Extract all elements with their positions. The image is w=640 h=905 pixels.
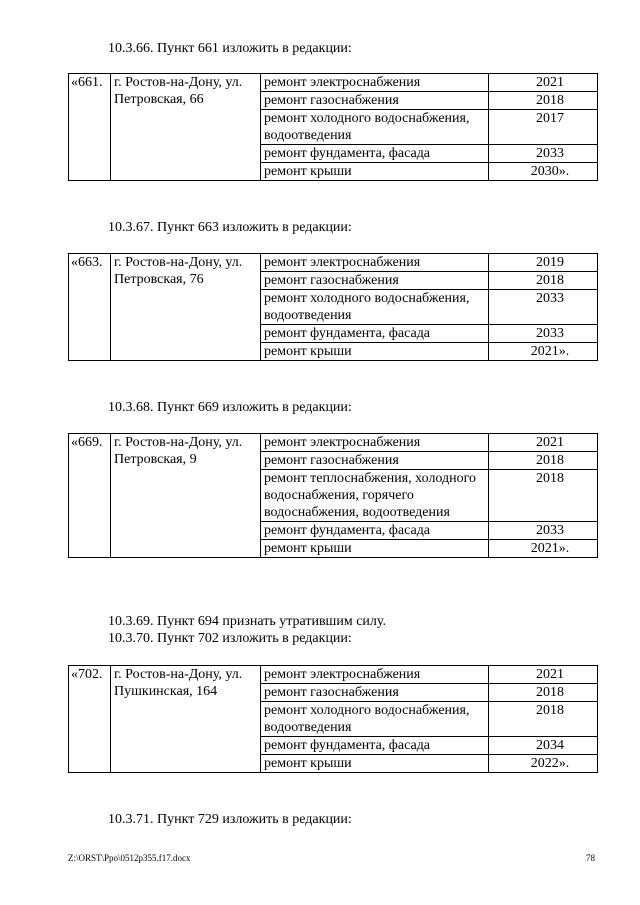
item-address: г. Ростов-на-Дону, ул. Петровская, 66 [111,74,261,181]
work-type: ремонт электроснабжения [261,254,489,272]
paragraph-10-3-66: 10.3.66. Пункт 661 изложить в редакции: [108,41,352,56]
work-year: 2033 [489,522,598,540]
work-type: ремонт крыши [261,163,489,181]
table-item-669 [68,433,598,558]
work-year: 2033 [489,325,598,343]
work-type: ремонт газоснабжения [261,684,489,702]
table-row [69,74,598,92]
work-type: ремонт холодного водоснабжения, водоотведения [261,702,489,737]
item-address: г. Ростов-на-Дону, ул. Пушкинская, 164 [111,666,261,773]
table-item-661 [68,73,598,181]
work-type: ремонт газоснабжения [261,272,489,290]
table-row [69,666,598,684]
paragraph-10-3-68: 10.3.68. Пункт 669 изложить в редакции: [108,400,352,415]
footer-page-number: 78 [586,853,595,863]
paragraph-10-3-67: 10.3.67. Пункт 663 изложить в редакции: [108,220,352,235]
work-year: 2034 [489,737,598,755]
work-type: ремонт холодного водоснабжения, водоотведения [261,110,489,145]
work-type: ремонт фундамента, фасада [261,145,489,163]
item-number: «663. [69,254,111,361]
item-number: «669. [69,434,111,558]
work-year: 2018 [489,702,598,737]
work-type: ремонт крыши [261,540,489,558]
work-year: 2033 [489,290,598,325]
work-type: ремонт крыши [261,755,489,773]
item-address: г. Ростов-на-Дону, ул. Петровская, 9 [111,434,261,558]
table-item-663 [68,253,598,361]
work-year: 2018 [489,92,598,110]
work-type: ремонт электроснабжения [261,666,489,684]
table-row [69,254,598,272]
work-year: 2021». [489,540,598,558]
work-type: ремонт газоснабжения [261,92,489,110]
work-year: 2017 [489,110,598,145]
work-type: ремонт теплоснабжения, холодного водоснабжения, горячего водоснабжения, водоотведения [261,470,489,522]
item-address: г. Ростов-на-Дону, ул. Петровская, 76 [111,254,261,361]
work-type: ремонт фундамента, фасада [261,522,489,540]
work-type: ремонт крыши [261,343,489,361]
work-type: ремонт газоснабжения [261,452,489,470]
table-row [69,434,598,452]
work-year: 2018 [489,684,598,702]
work-type: ремонт холодного водоснабжения, водоотведения [261,290,489,325]
work-type: ремонт электроснабжения [261,434,489,452]
item-number: «661. [69,74,111,181]
work-type: ремонт фундамента, фасада [261,325,489,343]
paragraph-10-3-71: 10.3.71. Пункт 729 изложить в редакции: [108,812,352,827]
footer-file-path: Z:\ORST\Ppo\0512p355.f17.docx [68,853,191,863]
work-year: 2030». [489,163,598,181]
work-year: 2033 [489,145,598,163]
table-item-702 [68,665,598,773]
work-year: 2021 [489,74,598,92]
work-year: 2021 [489,434,598,452]
work-type: ремонт электроснабжения [261,74,489,92]
work-year: 2021». [489,343,598,361]
paragraph-10-3-70: 10.3.70. Пункт 702 изложить в редакции: [108,631,352,646]
work-year: 2018 [489,470,598,522]
work-year: 2019 [489,254,598,272]
work-year: 2018 [489,452,598,470]
work-type: ремонт фундамента, фасада [261,737,489,755]
work-year: 2022». [489,755,598,773]
work-year: 2021 [489,666,598,684]
paragraph-10-3-69: 10.3.69. Пункт 694 признать утратившим силу. [108,614,386,629]
item-number: «702. [69,666,111,773]
work-year: 2018 [489,272,598,290]
